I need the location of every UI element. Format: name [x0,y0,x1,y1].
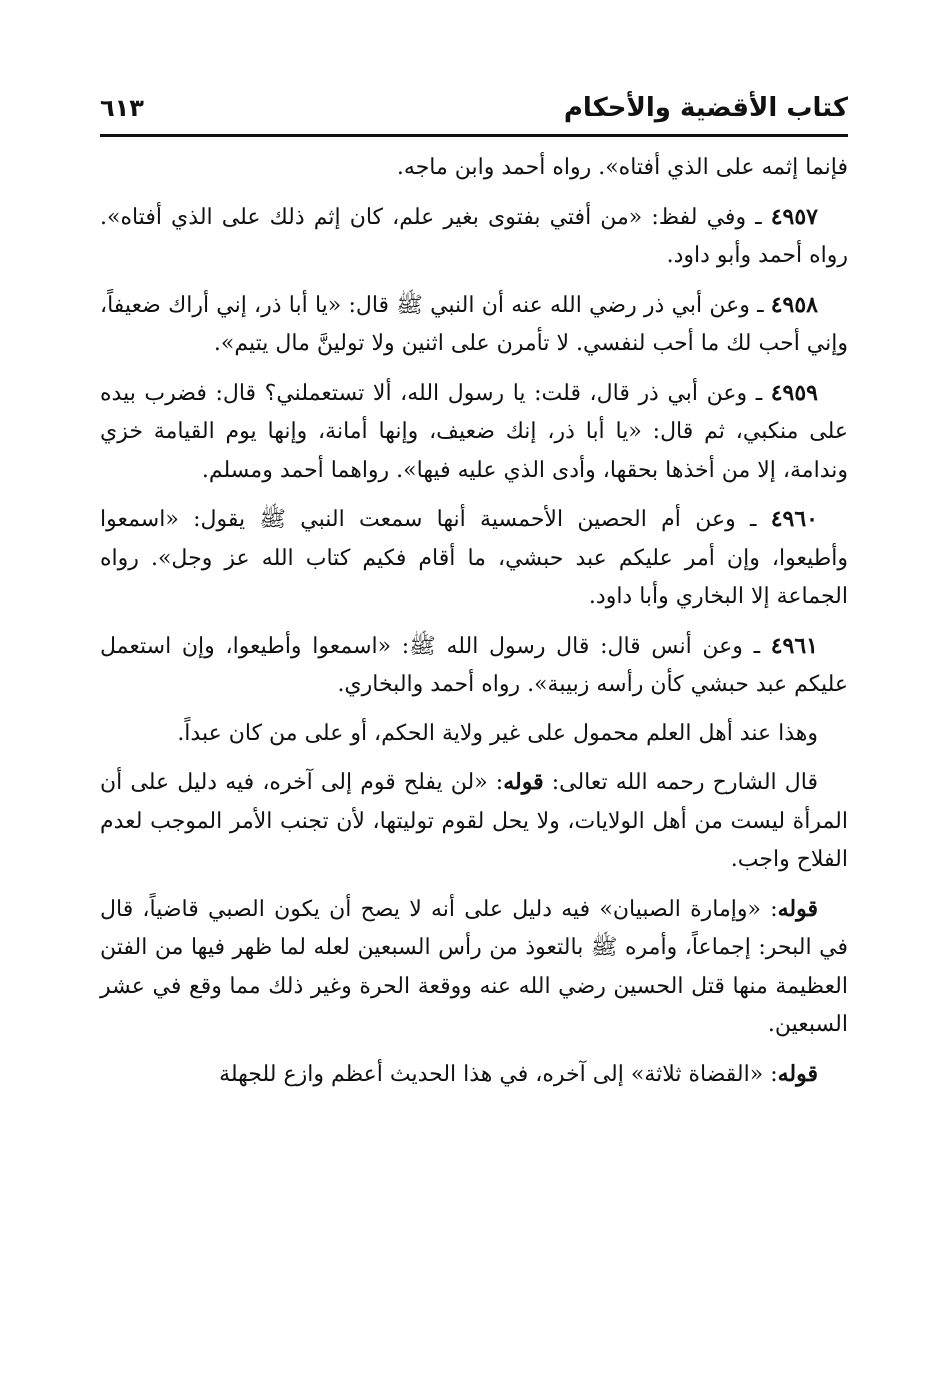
hadith-number: ٤٩٥٧ [770,203,818,230]
commentary-keyword: قوله [503,769,544,795]
hadith-text: ـ وعن أنس قال: قال رسول الله ﷺ: «اسمعوا وأطيعوا، وإن استعمل عليكم عبد حبشي كأن رأسه زبيبة». رواه أحمد والبخاري. [100,633,848,697]
page-body [100,149,848,1094]
hadith-text: ـ وعن أبي ذر قال، قلت: يا رسول الله، ألا تستعملني؟ قال: فضرب بيده على منكبي، ثم قال: «يا أبا ذر، إنك ضعيف، وإنها أمانة، وإنها يوم القيامة خزي وندامة، إلا من أخذها بحقها، وأدى الذي عليه فيها». رواهما أحمد ومسلم. [100,380,848,483]
commentary-paragraph [100,1055,848,1095]
commentary-keyword: قوله [777,895,818,922]
author-note: وهذا عند أهل العلم محمول على غير ولاية الحكم، أو على من كان عبداً. [177,720,818,746]
commentary-keyword: قوله [777,1060,818,1087]
header-divider [100,134,848,137]
hadith-number: ٤٩٦١ [770,632,818,659]
hadith-text: ـ وعن أبي ذر رضي الله عنه أن النبي ﷺ قال: «يا أبا ذر، إني أراك ضعيفاً، وإني أحب لك ما أحب لنفسي. لا تأمرن على اثنين ولا تولينَّ مال يتيم». [100,292,848,356]
commentary-paragraph [100,890,848,1045]
hadith-text: ـ وعن أم الحصين الأحمسية أنها سمعت النبي ﷺ يقول: «اسمعوا وأطيعوا، وإن أمر عليكم عبد حبشي، ما أقام فكيم كتاب الله عز وجل». رواه الجماعة إلا البخاري وأبا داود. [100,507,848,609]
paragraph-continuation: فإنما إثمه على الذي أفتاه». رواه أحمد وابن ماجه. [396,155,848,180]
hadith-4957 [100,198,848,276]
commentary-paragraph [100,763,848,880]
hadith-4959 [100,374,848,491]
book-page [100,82,848,1104]
hadith-text: ـ وفي لفظ: «من أفتي بفتوى بغير علم، كان إثم ذلك على الذي أفتاه». رواه أحمد وأبو داود. [100,204,848,268]
hadith-4960 [100,500,848,617]
page-header [100,82,848,128]
hadith-4961 [100,627,848,705]
page-title: كتاب الأقضية والأحكام [563,93,848,123]
hadith-number: ٤٩٥٨ [770,291,818,318]
commentary-text: : «القضاة ثلاثة» إلى آخره، في هذا الحديث أعظم وازع للجهلة [219,1061,778,1087]
hadith-4958 [100,286,848,364]
hadith-number: ٤٩٥٩ [770,379,818,406]
page-number: ٦١٣ [100,94,144,122]
hadith-number: ٤٩٦٠ [770,506,818,532]
commentary-lead: قال الشارح رحمه الله تعالى: [543,770,818,795]
commentary-text: : «لن يفلح قوم إلى آخره، فيه دليل على أن المرأة ليست من أهل الولايات، ولا يحل لقوم توليتها، لأن تجنب الأمر الموجب لعدم الفلاح واجب. [100,770,848,872]
commentary-text: : «وإمارة الصبيان» فيه دليل على أنه لا يصح أن يكون الصبي قاضياً، قال في البحر: إجماعاً، وأمره ﷺ بالتعوذ من رأس السبعين لعله لما ظهر فيها من الفتن العظيمة منها قتل الحسين رضي الله عنه ووقعة الحرة وغير ذلك مما وقع في عشر السبعين. [100,896,848,1037]
